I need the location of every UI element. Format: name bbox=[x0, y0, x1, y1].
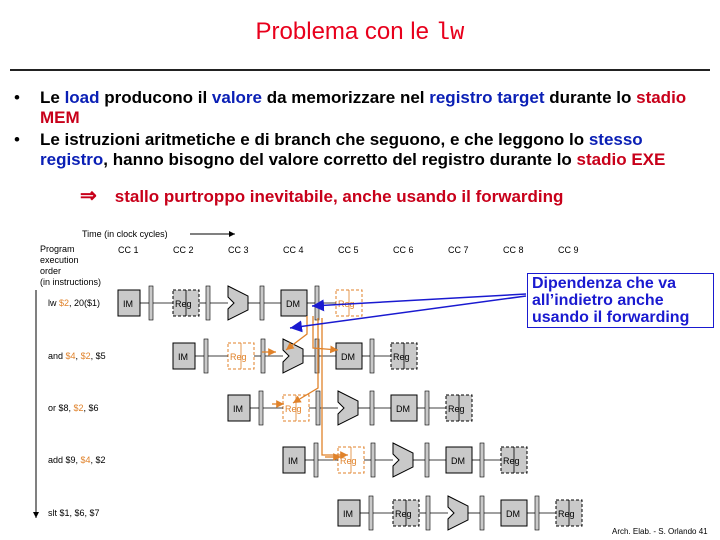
bullet-marker: • bbox=[14, 88, 20, 107]
cycle-label: CC 3 bbox=[228, 245, 249, 255]
reg-read-label: Reg bbox=[340, 456, 357, 466]
dm-label: DM bbox=[341, 352, 355, 362]
reg-read-label: Reg bbox=[230, 352, 247, 362]
instruction-part: $2 bbox=[59, 298, 70, 308]
pipeline-latch bbox=[425, 443, 429, 477]
reg-write-label: Reg bbox=[503, 456, 520, 466]
alu-stage bbox=[393, 443, 413, 477]
pipeline-latch bbox=[371, 443, 375, 477]
instruction-part: $4 bbox=[80, 455, 91, 465]
pipeline-latch bbox=[314, 443, 318, 477]
alu-stage bbox=[228, 286, 248, 320]
pipeline-latch bbox=[369, 496, 373, 530]
pipeline-latch bbox=[259, 391, 263, 425]
cycle-label: CC 7 bbox=[448, 245, 469, 255]
footer-credit: Arch. Elab. - S. Orlando 41 bbox=[612, 527, 708, 536]
pipeline-latch bbox=[480, 496, 484, 530]
pipeline-latch bbox=[315, 286, 319, 320]
im-label: IM bbox=[343, 509, 353, 519]
title-code: lw bbox=[435, 20, 465, 47]
time-axis-label: Time (in clock cycles) bbox=[82, 229, 168, 239]
instruction-part: add $9, bbox=[48, 455, 81, 465]
instruction-label bbox=[48, 403, 99, 413]
cycle-label: CC 6 bbox=[393, 245, 414, 255]
instruction-part: $2 bbox=[73, 403, 84, 413]
forwarding-arrow bbox=[322, 318, 348, 455]
conclusion-text: stallo purtroppo inevitabile, anche usando il forwarding bbox=[114, 187, 564, 206]
instruction-label bbox=[48, 351, 106, 361]
order-axis-label: (in instructions) bbox=[40, 277, 102, 287]
cycle-label: CC 4 bbox=[283, 245, 304, 255]
cycle-label: CC 8 bbox=[503, 245, 524, 255]
reg-write-label: Reg bbox=[448, 404, 465, 414]
order-axis-label: Program bbox=[40, 244, 75, 254]
bullet-run: stesso registro bbox=[40, 130, 643, 169]
instruction-part: $4 bbox=[65, 351, 76, 361]
bullet-run: valore bbox=[211, 88, 262, 107]
dm-label: DM bbox=[451, 456, 465, 466]
bullet-run: producono il bbox=[99, 88, 212, 107]
instruction-label bbox=[48, 508, 100, 518]
im-label: IM bbox=[123, 299, 133, 309]
instruction-part: , $6 bbox=[83, 403, 99, 413]
title-text: Problema con le bbox=[255, 18, 436, 45]
instruction-part: slt $1, $6, $7 bbox=[48, 508, 100, 518]
pipeline-latch bbox=[370, 391, 374, 425]
cycle-label: CC 1 bbox=[118, 245, 139, 255]
instruction-part: or $8, bbox=[48, 403, 74, 413]
instruction-part: $2 bbox=[80, 351, 91, 361]
pipeline-latch bbox=[425, 391, 429, 425]
cycle-label: CC 5 bbox=[338, 245, 359, 255]
dm-label: DM bbox=[286, 299, 300, 309]
instruction-part: lw bbox=[48, 298, 59, 308]
bullet-run: , hanno bisogno del valore corretto del registro durante lo bbox=[103, 150, 577, 169]
bullet-run: stadio MEM bbox=[40, 88, 687, 127]
order-axis-label: order bbox=[40, 266, 62, 276]
dm-label: DM bbox=[506, 509, 520, 519]
alu-stage bbox=[448, 496, 468, 530]
reg-read-label: Reg bbox=[395, 509, 412, 519]
pipeline-latch bbox=[149, 286, 153, 320]
reg-write-label: Reg bbox=[558, 509, 575, 519]
pipeline-latch bbox=[480, 443, 484, 477]
pipeline-latch bbox=[204, 339, 208, 373]
reg-write-label: Reg bbox=[393, 352, 410, 362]
bullet-run: registro target bbox=[429, 88, 545, 107]
pipeline-latch bbox=[426, 496, 430, 530]
im-label: IM bbox=[178, 352, 188, 362]
order-axis-label: execution bbox=[40, 255, 79, 265]
instruction-part: , 20($1) bbox=[69, 298, 101, 308]
pipeline-latch bbox=[261, 339, 265, 373]
dm-label: DM bbox=[396, 404, 410, 414]
instruction-part: , $2 bbox=[90, 455, 106, 465]
cycle-label: CC 9 bbox=[558, 245, 579, 255]
bullet-marker: • bbox=[14, 130, 20, 149]
bullet-run: da memorizzare nel bbox=[262, 88, 430, 107]
cycle-label: CC 2 bbox=[173, 245, 194, 255]
im-label: IM bbox=[233, 404, 243, 414]
pipeline-latch bbox=[206, 286, 210, 320]
instruction-part: and bbox=[48, 351, 66, 361]
bullet-run: load bbox=[64, 88, 100, 107]
instruction-label bbox=[48, 455, 106, 465]
bullet-run: stadio EXE bbox=[576, 150, 666, 169]
pipeline-latch bbox=[316, 391, 320, 425]
implies-arrow-icon: ⇒ bbox=[80, 185, 97, 207]
im-label: IM bbox=[288, 456, 298, 466]
alu-stage bbox=[338, 391, 358, 425]
pipeline-latch bbox=[260, 286, 264, 320]
reg-read-label: Reg bbox=[175, 299, 192, 309]
pipeline-latch bbox=[535, 496, 539, 530]
bullet-run: Le bbox=[40, 88, 65, 107]
bullet-run: Le istruzioni aritmetiche e di branch che seguono, e che leggono lo bbox=[40, 130, 589, 149]
reg-read-label: Reg bbox=[285, 404, 302, 414]
pipeline-latch bbox=[370, 339, 374, 373]
instruction-label bbox=[48, 298, 100, 308]
bullet-run: durante lo bbox=[544, 88, 637, 107]
instruction-part: , $5 bbox=[90, 351, 106, 361]
instruction-part: , bbox=[75, 351, 81, 361]
dependency-callout: Dipendenza che va all’indietro anche usando il forwarding bbox=[527, 273, 714, 328]
